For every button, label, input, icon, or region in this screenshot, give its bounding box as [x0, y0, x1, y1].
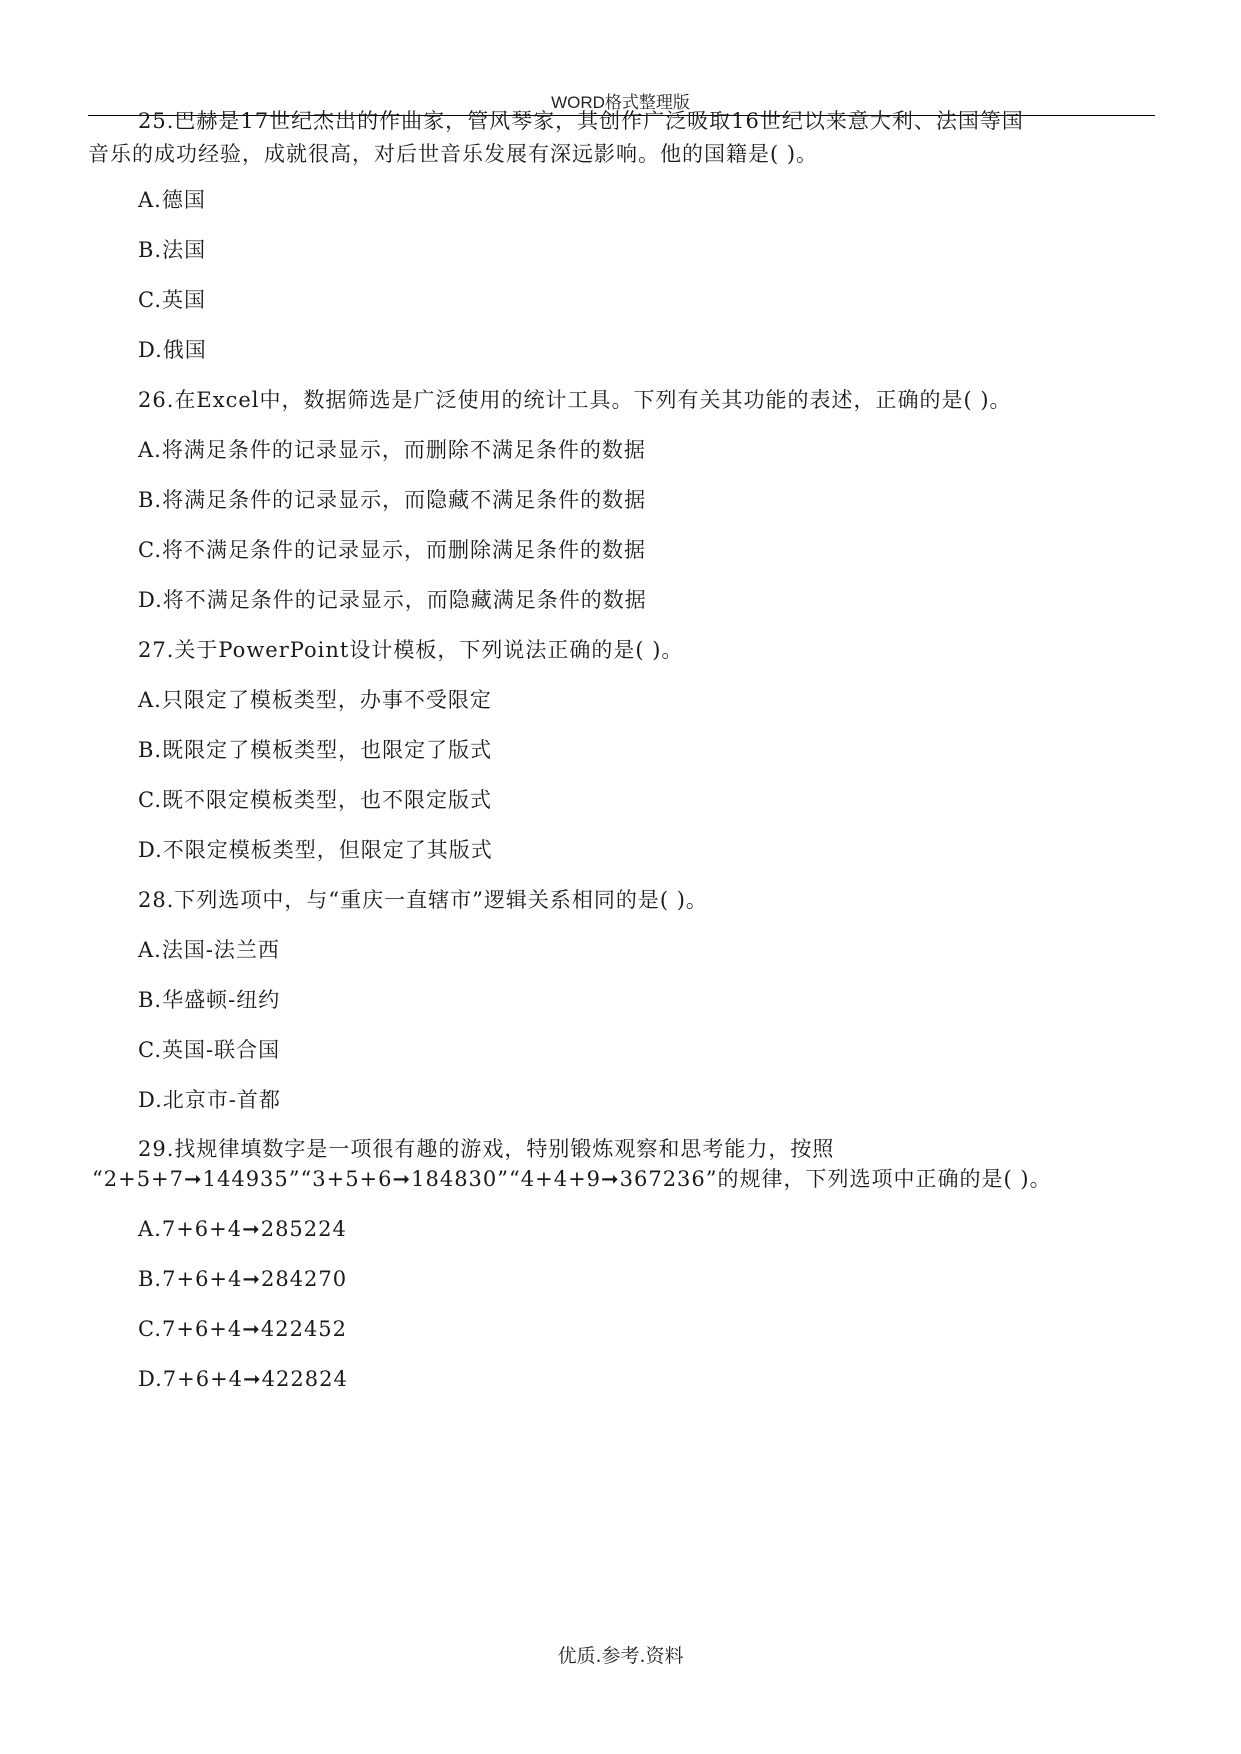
question-27-option-c: C.既不限定模板类型，也不限定版式	[138, 788, 492, 812]
page-header: WORD格式整理版	[551, 93, 690, 112]
question-29-option-b: B.7+6+4➞284270	[138, 1267, 348, 1291]
question-25-option-a: A.德国	[138, 188, 206, 212]
question-27-option-a: A.只限定了模板类型，办事不受限定	[138, 688, 492, 712]
question-26-option-c: C.将不满足条件的记录显示，而删除满足条件的数据	[138, 538, 646, 562]
question-29-line-1: 29.找规律填数字是一项很有趣的游戏，特别锻炼观察和思考能力，按照	[138, 1137, 835, 1161]
question-27-option-d: D.不限定模板类型，但限定了其版式	[138, 838, 493, 862]
question-29-line-2: “2+5+7➞144935”“3+5+6➞184830”“4+4+9➞367236”的规律，下列选项中正确的是( )。	[92, 1167, 1052, 1191]
question-28-option-d: D.北京市-首都	[138, 1088, 281, 1112]
question-28-option-c: C.英国-联合国	[138, 1038, 281, 1062]
page-footer: 优质.参考.资料	[557, 1645, 684, 1667]
question-25-option-b: B.法国	[138, 238, 207, 262]
question-27-line-1: 27.关于PowerPoint设计模板，下列说法正确的是( )。	[138, 638, 684, 662]
question-28-option-a: A.法国-法兰西	[138, 938, 280, 962]
question-28-line-1: 28.下列选项中，与“重庆一直辖市”逻辑关系相同的是( )。	[138, 888, 708, 912]
question-27-option-b: B.既限定了模板类型，也限定了版式	[138, 738, 493, 762]
question-25-option-d: D.俄国	[138, 338, 207, 362]
question-28-option-b: B.华盛顿-纽约	[138, 988, 281, 1012]
question-26-option-d: D.将不满足条件的记录显示，而隐藏满足条件的数据	[138, 588, 647, 612]
question-25-option-c: C.英国	[138, 288, 206, 312]
question-26-option-b: B.将满足条件的记录显示，而隐藏不满足条件的数据	[138, 488, 647, 512]
question-26-line-1: 26.在Excel中，数据筛选是广泛使用的统计工具。下列有关其功能的表述，正确的是( )。	[138, 388, 1012, 412]
question-29-option-d: D.7+6+4➞422824	[138, 1367, 348, 1391]
question-29-option-a: A.7+6+4➞285224	[138, 1217, 347, 1241]
question-25-line-1: 25.巴赫是17世纪杰出的作曲家，管风琴家，其创作广泛吸取16世纪以来意大利、法国等国	[138, 109, 1024, 133]
question-25-line-2: 音乐的成功经验，成就很高，对后世音乐发展有深远影响。他的国籍是( )。	[88, 142, 819, 166]
question-29-option-c: C.7+6+4➞422452	[138, 1317, 348, 1341]
question-26-option-a: A.将满足条件的记录显示，而删除不满足条件的数据	[138, 438, 646, 462]
